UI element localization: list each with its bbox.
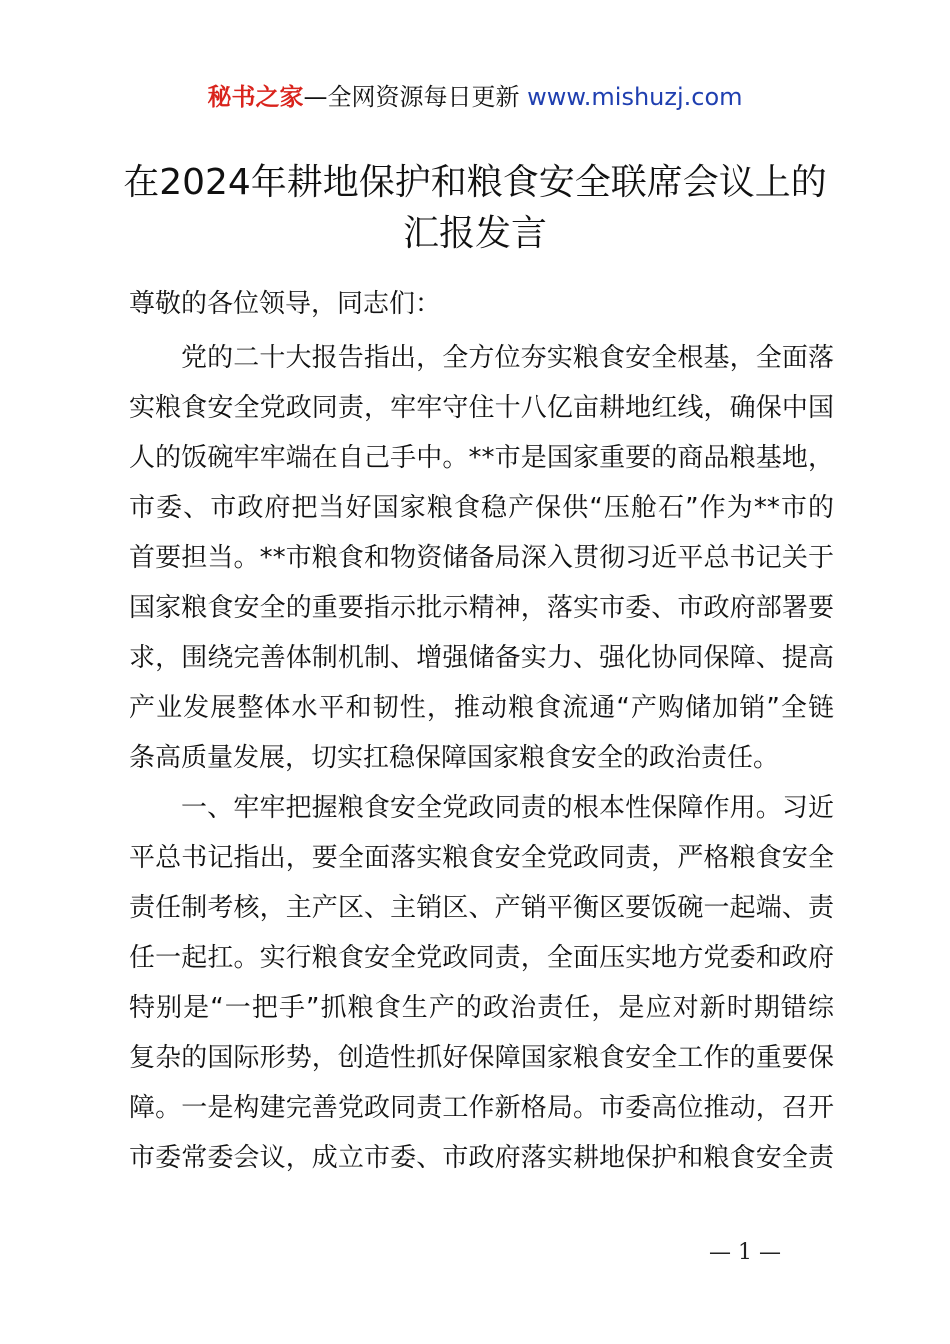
paragraph-line: 复杂的国际形势，创造性抓好保障国家粮食安全工作的重要保 [129, 1043, 834, 1073]
paragraph-line: 一、牢牢把握粮食安全党政同责的根本性保障作用。习近 [181, 793, 834, 823]
site-tagline: —全网资源每日更新 [303, 83, 520, 111]
paragraph-line: 平总书记指出，要全面落实粮食安全党政同责，严格粮食安全 [129, 843, 834, 873]
paragraph-line: 特别是“一把手”抓粮食生产的政治责任，是应对新时期错综 [129, 993, 834, 1023]
paragraph-line: 条高质量发展，切实扛稳保障国家粮食安全的政治责任。 [129, 743, 780, 773]
paragraph-line: 党的二十大报告指出，全方位夯实粮食安全根基，全面落 [181, 343, 834, 373]
paragraph-line: 求，围绕完善体制机制、增强储备实力、强化协同保障、提高 [129, 643, 834, 673]
paragraph-line: 障。一是构建完善党政同责工作新格局。市委高位推动，召开 [129, 1093, 834, 1123]
title-line-1: 在2024年耕地保护和粮食安全联席会议上的 [123, 162, 827, 203]
paragraph-1 [129, 333, 834, 783]
document-title [60, 157, 890, 259]
paragraph-line: 实粮食安全党政同责，牢牢守住十八亿亩耕地红线，确保中国 [129, 393, 834, 423]
paragraph-line: 责任制考核，主产区、主销区、产销平衡区要饭碗一起端、责 [129, 893, 834, 923]
paragraph-line: 市委、市政府把当好国家粮食稳产保供“压舱石”作为**市的 [129, 493, 834, 523]
site-brand: 秘书之家 [207, 83, 304, 111]
salutation: 尊敬的各位领导，同志们： [129, 289, 442, 319]
title-line-2: 汇报发言 [402, 213, 547, 254]
paragraph-line: 国家粮食安全的重要指示批示精神，落实市委、市政府部署要 [129, 593, 834, 623]
paragraph-line: 首要担当。**市粮食和物资储备局深入贯彻习近平总书记关于 [129, 543, 834, 573]
paragraph-line: 产业发展整体水平和韧性，推动粮食流通“产购储加销”全链 [129, 693, 834, 723]
site-url-link[interactable]: www.mishuzj.com [527, 83, 743, 111]
paragraph-line: 人的饭碗牢牢端在自己手中。**市是国家重要的商品粮基地， [129, 443, 834, 473]
paragraph-line: 市委常委会议，成立市委、市政府落实耕地保护和粮食安全责 [129, 1143, 834, 1173]
document-body [129, 333, 834, 1183]
paragraph-line: 任一起扛。实行粮食安全党政同责，全面压实地方党委和政府 [129, 943, 834, 973]
paragraph-2 [129, 783, 834, 1183]
site-header [0, 80, 950, 114]
page-number: — 1 — [709, 1240, 781, 1265]
